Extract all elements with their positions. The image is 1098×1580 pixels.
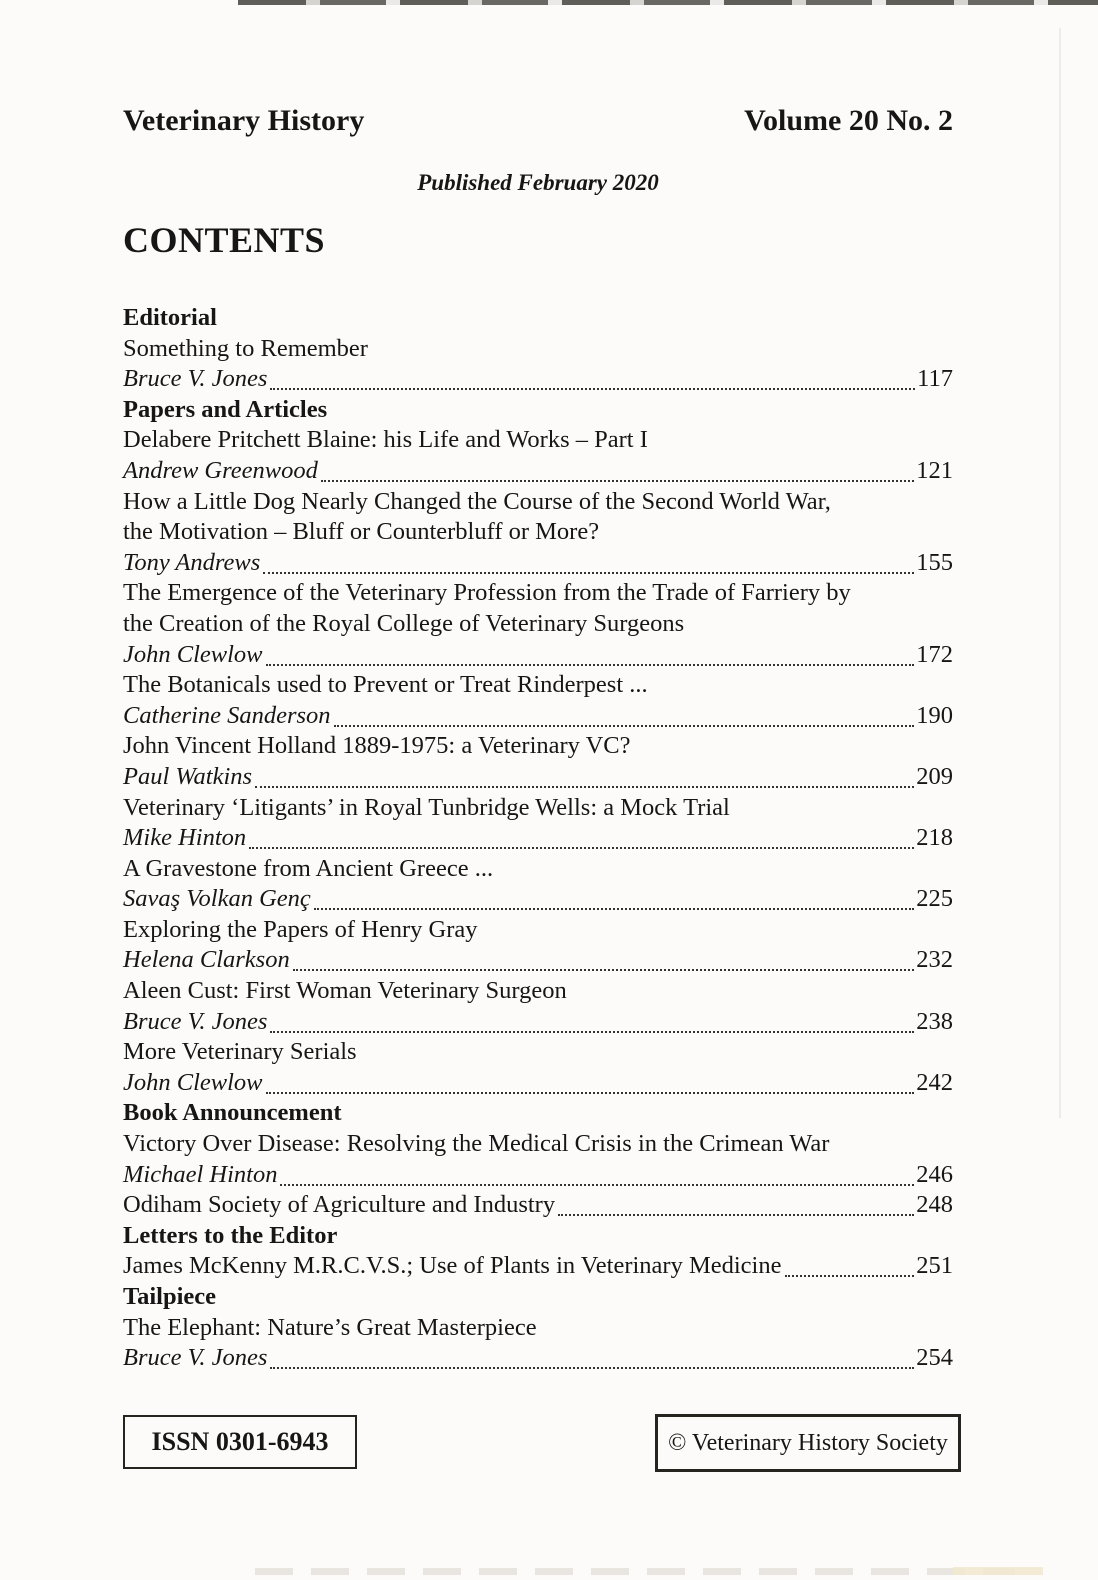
scan-artifact-bottom	[255, 1568, 1015, 1575]
toc-entry	[123, 1037, 953, 1068]
toc-entry-text: Tailpiece	[123, 1283, 217, 1310]
toc-entry	[123, 670, 953, 701]
toc-entry	[123, 731, 953, 762]
toc-entry-text: John Clewlow	[123, 1068, 263, 1096]
dot-leader	[270, 364, 915, 390]
dot-leader	[558, 1190, 914, 1216]
toc-entry-page: 121	[916, 456, 953, 484]
toc-entry-text: Veterinary ‘Litigants’ in Royal Tunbridge Wells: a Mock Trial	[123, 793, 730, 821]
toc-entry-text: Paul Watkins	[123, 762, 253, 790]
toc-entry-text: Michael Hinton	[123, 1160, 278, 1188]
copyright-label: © Veterinary History Society	[668, 1429, 948, 1456]
toc-entry-text: Delabere Pritchett Blaine: his Life and Works – Part I	[123, 426, 648, 454]
toc-entry-text: The Elephant: Nature’s Great Masterpiece	[123, 1313, 537, 1341]
toc-entry-page: 225	[916, 885, 953, 913]
toc-entry	[123, 364, 953, 395]
toc-entry-text: Catherine Sanderson	[123, 701, 331, 729]
toc-entry	[123, 548, 953, 579]
toc-entry-text: Odiham Society of Agriculture and Industry	[123, 1191, 556, 1219]
toc-entry-text: Bruce V. Jones	[123, 365, 268, 393]
toc-entry-text: Papers and Articles	[123, 395, 328, 423]
toc-entry-text: The Emergence of the Veterinary Profession from the Trade of Farriery by	[123, 579, 851, 607]
toc-entry-text: More Veterinary Serials	[123, 1038, 357, 1066]
toc-entry	[123, 884, 953, 915]
dot-leader	[255, 762, 914, 788]
toc-entry	[123, 1343, 953, 1374]
toc-entry-text: John Vincent Holland 1889-1975: a Veterinary VC?	[123, 732, 631, 760]
issn-label: ISSN 0301-6943	[151, 1427, 329, 1456]
toc-entry-page: 117	[917, 365, 953, 393]
copyright-box	[655, 1414, 961, 1472]
toc-entry-text: Andrew Greenwood	[123, 456, 318, 484]
toc-entry	[123, 1007, 953, 1038]
contents-heading: CONTENTS	[123, 220, 326, 260]
toc-entry-page: 209	[916, 762, 953, 790]
toc-entry	[123, 578, 953, 609]
toc-entry	[123, 1282, 953, 1313]
dot-leader	[266, 1068, 915, 1094]
toc-entry-text: Victory Over Disease: Resolving the Medical Crisis in the Crimean War	[123, 1130, 830, 1158]
toc-entry-text: Bruce V. Jones	[123, 1007, 268, 1035]
toc-entry-text: Editorial	[123, 304, 217, 331]
toc-entry	[123, 1129, 953, 1160]
dot-leader	[314, 884, 914, 910]
toc-entry-page: 172	[916, 640, 953, 668]
toc-entry	[123, 1221, 953, 1252]
toc-entry	[123, 334, 953, 365]
toc-entry-page: 238	[916, 1007, 953, 1035]
toc-entry-page: 251	[916, 1252, 953, 1280]
toc-entry	[123, 915, 953, 946]
toc-entry-page: 242	[916, 1068, 953, 1096]
volume-number: Volume 20 No. 2	[744, 104, 953, 137]
toc-entry	[123, 303, 953, 334]
toc-entry	[123, 854, 953, 885]
toc-entry-text: Something to Remember	[123, 334, 368, 362]
dot-leader	[270, 1007, 914, 1033]
toc-entry	[123, 1190, 953, 1221]
toc-entry-page: 155	[916, 548, 953, 576]
toc-entry-text: Bruce V. Jones	[123, 1344, 268, 1372]
toc-entry	[123, 823, 953, 854]
contents-list	[123, 303, 953, 1374]
toc-entry-text: The Botanicals used to Prevent or Treat Rinderpest ...	[123, 671, 648, 699]
toc-entry-text: Letters to the Editor	[123, 1221, 338, 1249]
scan-artifact-right-edge	[1059, 28, 1061, 1118]
toc-entry-text: the Motivation – Bluff or Counterbluff or More?	[123, 518, 600, 546]
toc-entry	[123, 1313, 953, 1344]
dot-leader	[785, 1251, 915, 1277]
toc-entry-page: 248	[916, 1191, 953, 1219]
toc-entry-text: Exploring the Papers of Henry Gray	[123, 915, 478, 943]
dot-leader	[334, 701, 915, 727]
scan-artifact-warm-patch	[953, 1567, 1043, 1575]
toc-entry-text: Mike Hinton	[123, 824, 247, 852]
dot-leader	[280, 1160, 914, 1186]
journal-title: Veterinary History	[123, 104, 365, 137]
toc-entry	[123, 487, 953, 518]
toc-entry-text: James McKenny M.R.C.V.S.; Use of Plants in Veterinary Medicine	[123, 1252, 782, 1280]
scan-artifact-top	[238, 0, 1098, 5]
toc-entry	[123, 1160, 953, 1191]
toc-entry	[123, 945, 953, 976]
dot-leader	[321, 456, 914, 482]
toc-entry	[123, 762, 953, 793]
toc-entry-text: John Clewlow	[123, 640, 263, 668]
toc-entry-page: 218	[916, 824, 953, 852]
toc-entry	[123, 1098, 953, 1129]
toc-entry	[123, 793, 953, 824]
toc-entry	[123, 1251, 953, 1282]
published-date: Published February 2020	[417, 170, 659, 195]
toc-entry-page: 190	[916, 701, 953, 729]
toc-entry-text: Book Announcement	[123, 1099, 342, 1127]
toc-entry-text: Tony Andrews	[123, 548, 261, 576]
issn-box	[123, 1415, 357, 1469]
toc-entry-page: 232	[916, 946, 953, 974]
dot-leader	[266, 640, 915, 666]
dot-leader	[249, 823, 914, 849]
toc-entry-page: 254	[916, 1344, 953, 1372]
toc-entry-text: Savaş Volkan Genç	[123, 885, 311, 913]
toc-entry	[123, 425, 953, 456]
toc-entry-text: the Creation of the Royal College of Veterinary Surgeons	[123, 609, 685, 637]
toc-entry	[123, 517, 953, 548]
toc-entry	[123, 640, 953, 671]
toc-entry-page: 246	[916, 1160, 953, 1188]
toc-entry-text: Helena Clarkson	[123, 946, 290, 974]
toc-entry-text: Aleen Cust: First Woman Veterinary Surgeon	[123, 977, 567, 1005]
toc-entry	[123, 456, 953, 487]
dot-leader	[263, 548, 914, 574]
dot-leader	[270, 1343, 914, 1369]
toc-entry	[123, 701, 953, 732]
toc-entry	[123, 609, 953, 640]
toc-entry	[123, 1068, 953, 1099]
page-header	[123, 104, 953, 138]
toc-entry-text: How a Little Dog Nearly Changed the Course of the Second World War,	[123, 487, 831, 515]
toc-entry	[123, 976, 953, 1007]
dot-leader	[293, 945, 915, 971]
toc-entry	[123, 395, 953, 426]
toc-entry-text: A Gravestone from Ancient Greece ...	[123, 854, 494, 882]
